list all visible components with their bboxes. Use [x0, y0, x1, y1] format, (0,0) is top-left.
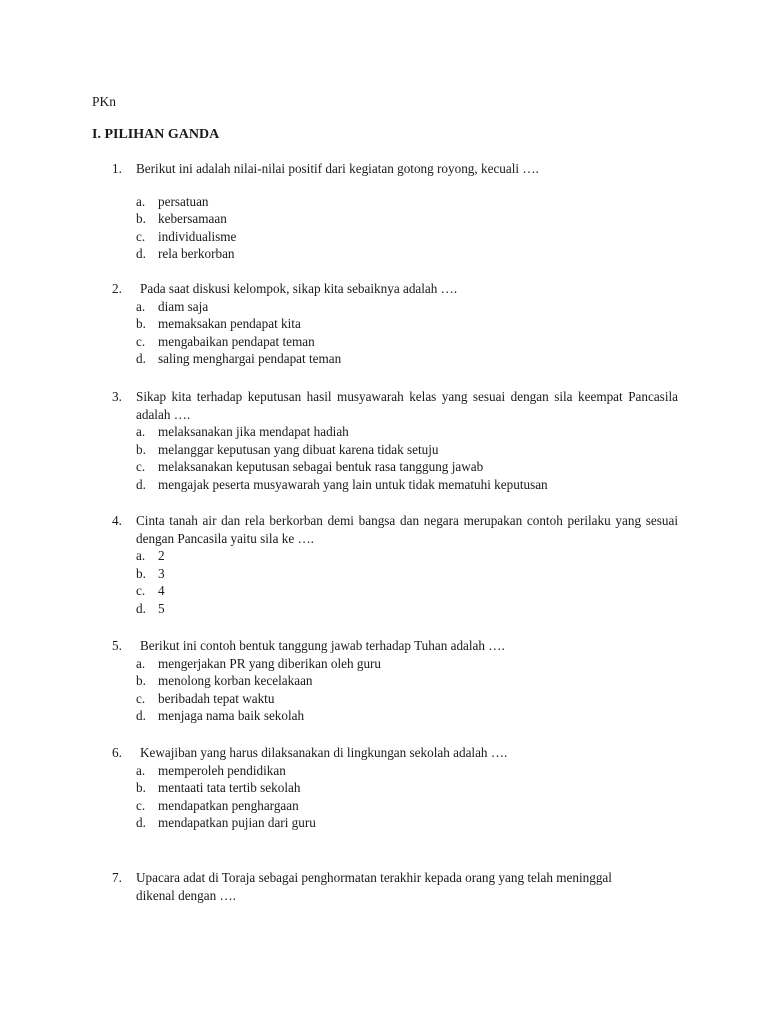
- option-text: memperoleh pendidikan: [158, 762, 286, 778]
- option-text: mengabaikan pendapat teman: [158, 333, 315, 349]
- option-c: [112, 582, 678, 600]
- question-4: [112, 512, 678, 617]
- option-letter: b.: [136, 316, 146, 332]
- question-text: Kewajiban yang harus dilaksanakan di lingkungan sekolah adalah ….: [140, 745, 508, 760]
- question-3: [112, 388, 678, 493]
- option-letter: d.: [136, 708, 146, 724]
- option-a: [112, 193, 678, 211]
- question-2: [112, 280, 678, 368]
- option-letter: a.: [136, 424, 146, 439]
- option-b: [112, 779, 678, 797]
- option-letter: a.: [136, 762, 146, 778]
- question-number: 2.: [112, 281, 122, 296]
- question-1: [112, 160, 678, 263]
- question-text: Berikut ini contoh bentuk tanggung jawab terhadap Tuhan adalah ….: [140, 638, 505, 653]
- option-text: 3: [158, 565, 165, 581]
- option-letter: d.: [136, 815, 146, 831]
- option-letter: a.: [136, 655, 146, 671]
- option-a: [112, 547, 678, 565]
- question-text-continued: dikenal dengan ….: [136, 887, 236, 903]
- option-letter: b.: [136, 441, 146, 457]
- option-text: mengajak peserta musyawarah yang lain untuk tidak mematuhi keputusan: [158, 476, 548, 492]
- option-a: [112, 762, 678, 780]
- option-c: [112, 228, 678, 246]
- option-text: menolong korban kecelakaan: [158, 673, 313, 689]
- section-title: I. PILIHAN GANDA: [92, 127, 220, 142]
- option-text: mendapatkan pujian dari guru: [158, 815, 316, 831]
- option-text: melaksanakan keputusan sebagai bentuk rasa tanggung jawab: [158, 459, 484, 475]
- option-a: [112, 298, 678, 316]
- option-letter: c.: [136, 797, 146, 813]
- question-number: 5.: [112, 638, 122, 653]
- option-letter: b.: [136, 673, 146, 689]
- option-letter: b.: [136, 780, 146, 796]
- option-letter: c.: [136, 228, 146, 244]
- option-letter: b.: [136, 565, 146, 581]
- option-a: [112, 655, 678, 673]
- option-b: [112, 210, 678, 228]
- option-text: saling menghargai pendapat teman: [158, 351, 342, 367]
- question-6: [112, 744, 678, 832]
- option-text: 5: [158, 600, 165, 616]
- option-text: individualisme: [158, 228, 237, 244]
- question-text: Berikut ini adalah nilai-nilai positif dari kegiatan gotong royong, kecuali ….: [136, 161, 539, 176]
- option-letter: d.: [136, 600, 146, 616]
- option-c: [112, 333, 678, 351]
- option-letter: c.: [136, 583, 146, 599]
- question-number: 6.: [112, 745, 122, 760]
- option-text: persatuan: [158, 193, 209, 209]
- question-5: [112, 637, 678, 725]
- option-letter: a.: [136, 298, 146, 314]
- option-d: [112, 476, 678, 494]
- option-b: [112, 565, 678, 583]
- question-text: Upacara adat di Toraja sebagai penghormatan terakhir kepada orang yang telah meninggal: [136, 870, 612, 885]
- option-text: 4: [158, 583, 165, 599]
- option-letter: c.: [136, 333, 146, 349]
- option-c: [112, 797, 678, 815]
- question-number: 3.: [112, 389, 122, 404]
- option-letter: b.: [136, 211, 146, 227]
- question-text: Pada saat diskusi kelompok, sikap kita sebaiknya adalah ….: [140, 281, 458, 296]
- option-text: melaksanakan jika mendapat hadiah: [158, 424, 349, 439]
- option-text: melanggar keputusan yang dibuat karena tidak setuju: [158, 441, 439, 457]
- option-text: rela berkorban: [158, 246, 235, 262]
- option-c: [112, 458, 678, 476]
- option-d: [112, 707, 678, 725]
- option-text: diam saja: [158, 298, 209, 314]
- option-c: [112, 690, 678, 708]
- option-d: [112, 350, 678, 368]
- option-d: [112, 600, 678, 618]
- option-letter: c.: [136, 459, 146, 475]
- option-letter: d.: [136, 476, 146, 492]
- option-a: [112, 423, 678, 441]
- question-7: [112, 869, 678, 904]
- option-text: mentaati tata tertib sekolah: [158, 780, 301, 796]
- question-text: Cinta tanah air dan rela berkorban demi bangsa dan negara merupakan contoh perilaku yang sesuai dengan Pancasila yaitu sila ke ….: [136, 513, 678, 546]
- question-number: 1.: [112, 161, 122, 176]
- option-text: beribadah tepat waktu: [158, 690, 275, 706]
- option-letter: c.: [136, 690, 146, 706]
- question-number: 7.: [112, 870, 122, 885]
- option-b: [112, 441, 678, 459]
- option-letter: a.: [136, 193, 146, 209]
- question-number: 4.: [112, 513, 122, 528]
- option-letter: d.: [136, 351, 146, 367]
- option-text: menjaga nama baik sekolah: [158, 708, 305, 724]
- option-text: memaksakan pendapat kita: [158, 316, 301, 332]
- option-letter: a.: [136, 548, 146, 563]
- question-text: Sikap kita terhadap keputusan hasil musyawarah kelas yang sesuai dengan sila keempat Pancasila adalah ….: [136, 389, 678, 422]
- option-d: [112, 245, 678, 263]
- subject-title: PKn: [92, 94, 117, 109]
- option-text: 2: [158, 548, 165, 563]
- option-b: [112, 315, 678, 333]
- option-text: mendapatkan penghargaan: [158, 797, 299, 813]
- option-letter: d.: [136, 246, 146, 262]
- option-d: [112, 814, 678, 832]
- option-text: kebersamaan: [158, 211, 227, 227]
- option-b: [112, 672, 678, 690]
- option-text: mengerjakan PR yang diberikan oleh guru: [158, 655, 382, 671]
